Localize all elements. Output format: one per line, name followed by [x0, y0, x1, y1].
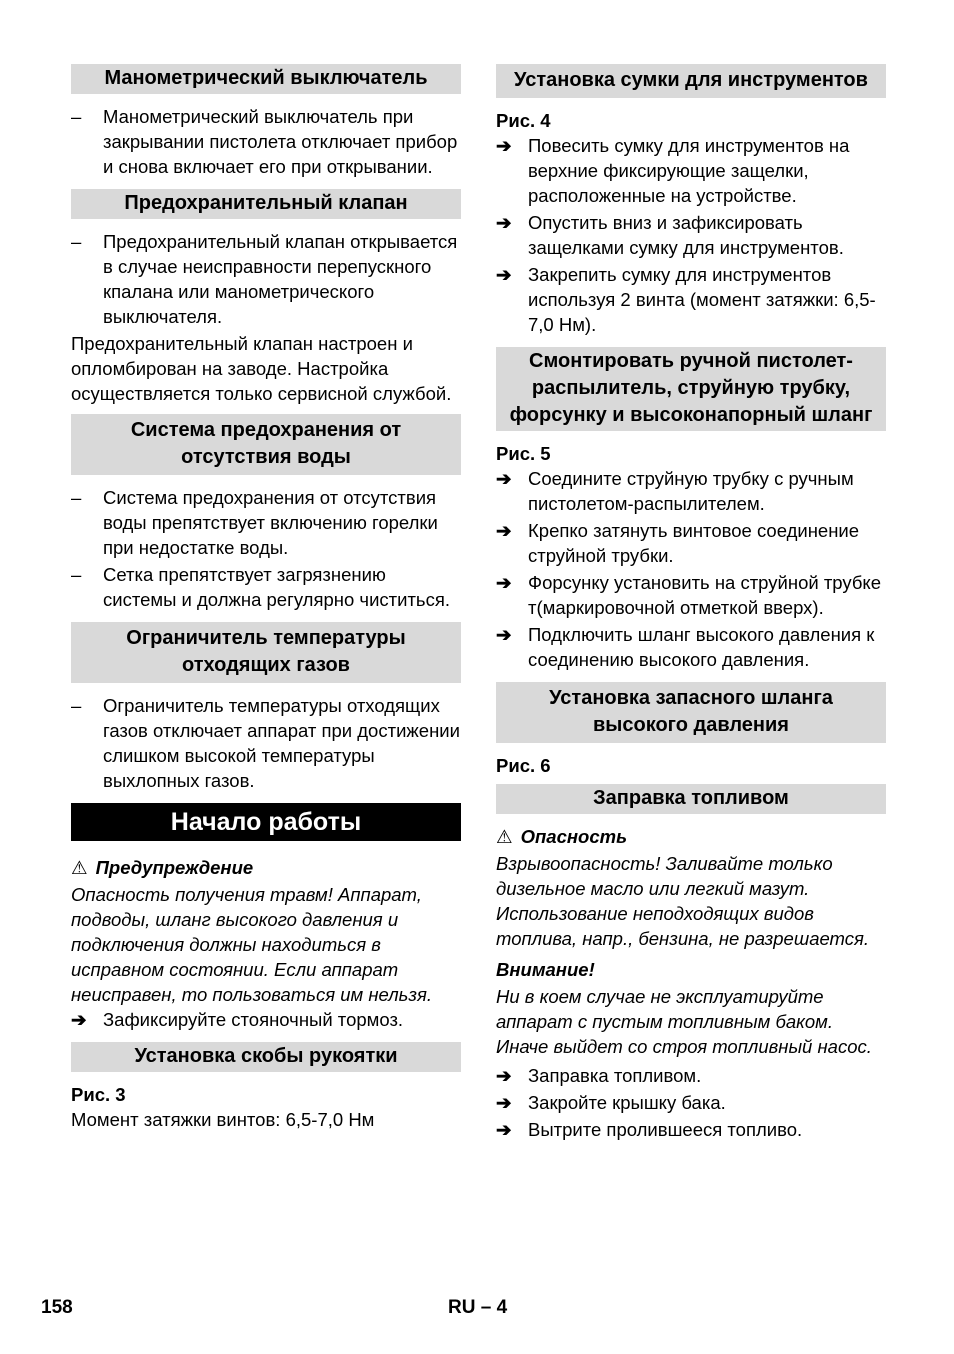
list-item: – Предохранительный клапан открывается в случае неисправности перепускного кпалана или манометрического выключателя.	[71, 229, 461, 329]
section-indicator: RU – 4	[448, 1297, 508, 1318]
paragraph-safety-valve: Предохранительный клапан настроен и опломбирован на заводе. Настройка осуществляется только сервисной службой.	[71, 333, 452, 404]
step-text: Повесить сумку для инструментов на верхние фиксирующие защелки, расположенные на устройстве.	[528, 135, 850, 206]
warning-text: Опасность получения травм! Аппарат, подводы, шланг высокого давления и подключения должны находиться в исправном состоянии. Если аппарат неисправен, то пользоваться им нельзя.	[71, 884, 433, 1005]
section-heading-water-protection: Система предохранения от отсутствия воды	[71, 414, 461, 475]
arrow-right-icon: ➔	[496, 1119, 512, 1140]
step-item	[496, 1063, 886, 1088]
section-heading-exhaust-limiter: Ограничитель температуры отходящих газов	[71, 622, 461, 683]
arrow-right-icon: ➔	[496, 135, 512, 156]
arrow-right-icon: ➔	[496, 520, 512, 541]
section-heading-tool-bag: Установка сумки для инструментов	[496, 64, 886, 98]
section-heading-mount-gun: Смонтировать ручной пистолет-распылитель, струйную трубку, форсунку и высоконапорный шланг	[496, 347, 886, 431]
section-heading-safety-valve: Предохранительный клапан	[71, 189, 461, 219]
danger-title: Опасность	[520, 826, 628, 847]
step-item	[496, 133, 886, 208]
page-number: 158	[41, 1297, 73, 1318]
step-item	[496, 1090, 886, 1115]
step-item	[496, 210, 886, 260]
list-item: – Манометрический выключатель при закрывании пистолета отключает прибор и снова включает его при открывании.	[71, 104, 461, 179]
arrow-right-icon: ➔	[496, 572, 512, 593]
warning-heading	[71, 855, 461, 880]
step-item	[496, 570, 886, 620]
step-text: Заправка топливом.	[528, 1065, 702, 1086]
step-item	[496, 262, 886, 337]
step-text: Зафиксируйте стояночный тормоз.	[103, 1009, 404, 1030]
arrow-right-icon: ➔	[496, 212, 512, 233]
attention-title: Внимание!	[496, 959, 595, 980]
figure-reference: Рис. 3	[71, 1084, 126, 1105]
warning-triangle-icon: ⚠	[496, 826, 513, 847]
arrow-right-icon: ➔	[496, 1065, 512, 1086]
step-item	[496, 622, 886, 672]
step-text: Закрепить сумку для инструментов используя 2 винта (момент затяжки: 6,5-7,0 Нм).	[528, 264, 876, 335]
section-heading-handle: Установка скобы рукоятки	[71, 1042, 461, 1072]
warning-triangle-icon: ⚠	[71, 857, 88, 878]
step-text: Подключить шланг высокого давления к соединению высокого давления.	[528, 624, 875, 670]
step-item	[496, 466, 886, 516]
arrow-right-icon: ➔	[71, 1009, 87, 1030]
section-heading-fuel: Заправка топливом	[496, 784, 886, 814]
list-item: – Ограничитель температуры отходящих газов отключает аппарат при достижении слишком высокой температуры выхлопных газов.	[71, 693, 461, 793]
step-text: Закройте крышку бака.	[528, 1092, 726, 1113]
arrow-right-icon: ➔	[496, 264, 512, 285]
danger-text: Взрывоопасность! Заливайте только дизельное масло или легкий мазут. Использование неподходящих видов топлива, напр., бензина, не разрешается.	[496, 853, 870, 949]
chapter-title-start: Начало работы	[71, 803, 461, 841]
step-text: Форсунку установить на струйной трубке т(маркировочной отметкой вверх).	[528, 572, 882, 618]
step-text: Крепко затянуть винтовое соединение струйной трубки.	[528, 520, 860, 566]
step-text: Опустить вниз и зафиксировать защелками сумку для инструментов.	[528, 212, 844, 258]
figure-reference: Рис. 4	[496, 110, 551, 131]
step-item	[496, 1117, 886, 1142]
attention-text: Ни в коем случае не эксплуатируйте аппарат с пустым топливным баком. Иначе выйдет со строя топливный насос.	[496, 986, 872, 1057]
arrow-right-icon: ➔	[496, 1092, 512, 1113]
figure-reference: Рис. 5	[496, 443, 551, 464]
step-item	[496, 518, 886, 568]
danger-heading	[496, 824, 886, 849]
list-item: – Сетка препятствует загрязнению системы и должна регулярно чиститься.	[71, 562, 461, 612]
right-column	[496, 64, 886, 1144]
section-heading-spare-hose: Установка запасного шланга высокого давления	[496, 682, 886, 743]
arrow-right-icon: ➔	[496, 624, 512, 645]
paragraph-torque: Момент затяжки винтов: 6,5-7,0 Нм	[71, 1109, 375, 1130]
arrow-right-icon: ➔	[496, 468, 512, 489]
step-text: Соедините струйную трубку с ручным пистолетом-распылителем.	[528, 468, 854, 514]
left-column	[71, 64, 461, 1140]
figure-reference: Рис. 6	[496, 755, 551, 776]
step-text: Вытрите пролившееся топливо.	[528, 1119, 803, 1140]
step-item	[71, 1007, 461, 1032]
warning-title: Предупреждение	[95, 857, 254, 878]
list-item: – Система предохранения от отсутствия воды препятствует включению горелки при недостатке воды.	[71, 485, 461, 560]
section-heading-manometric-switch: Манометрический выключатель	[71, 64, 461, 94]
